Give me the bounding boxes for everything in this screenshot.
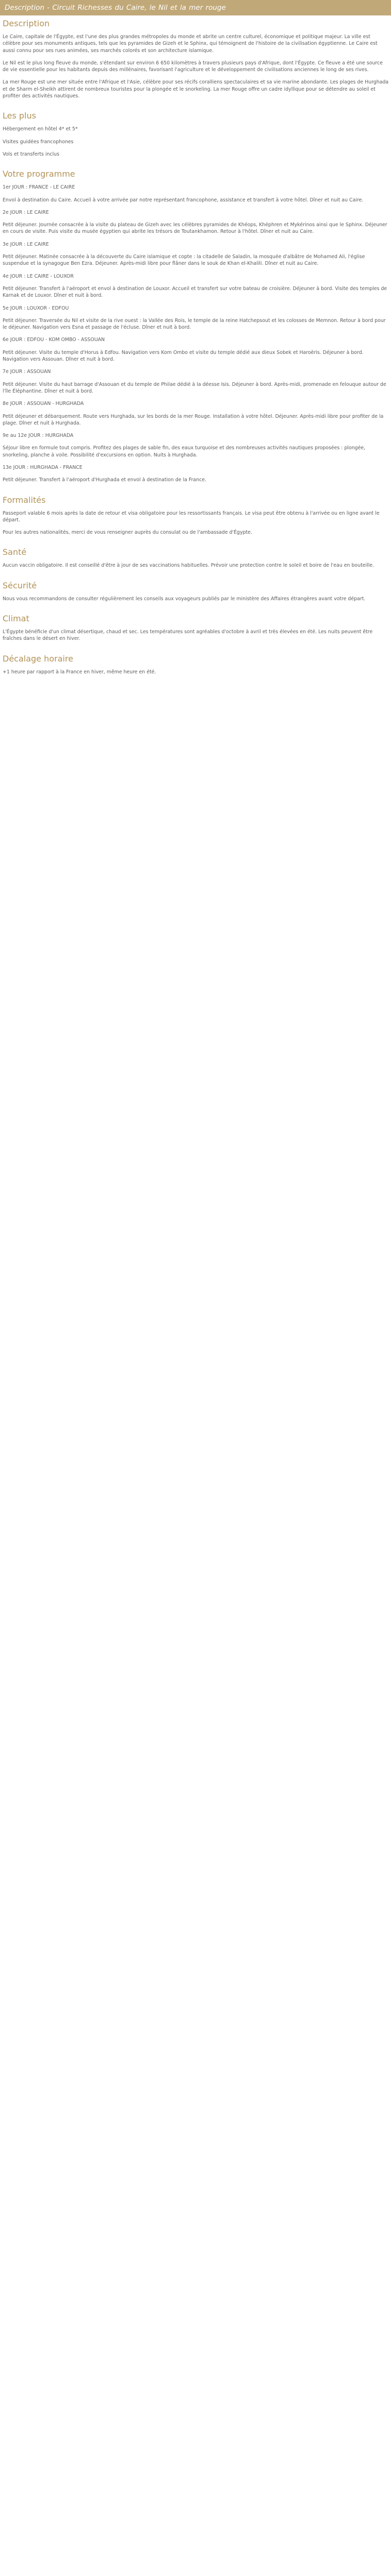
main-content bbox=[0, 19, 391, 675]
section-title-formalites: Formalités bbox=[3, 495, 46, 505]
program-day bbox=[3, 368, 389, 395]
paragraph: +1 heure par rapport à la France en hiver, même heure en été. bbox=[3, 669, 156, 675]
paragraph: L'Égypte bénéficie d'un climat désertique, chaud et sec. Les températures sont agréables d'octobre à avril et très élevées en été. Les nuits peuvent être fraîches dans le désert en hiver. bbox=[3, 629, 373, 642]
program-day-title: 5e JOUR : LOUXOR - EDFOU bbox=[3, 305, 69, 311]
program-day-text: Petit déjeuner. Transfert à l'aéroport d'Hurghada et envol à destination de la France. bbox=[3, 477, 207, 483]
program-day-text: Petit déjeuner. Traversée du Nil et visite de la rive ouest : la Vallée des Rois, le temple de la reine Hatchepsout et les colosses de Memnon. Retour à bord pour le déjeuner. Navigation vers Esna et passage de l'écluse. Dîner et nuit à bord. bbox=[3, 317, 386, 331]
program-day bbox=[3, 241, 389, 267]
program-day-title: 8e JOUR : ASSOUAN - HURGHADA bbox=[3, 401, 84, 407]
section-title-climat: Climat bbox=[3, 614, 29, 624]
program-day-text: Séjour libre en formule tout compris. Profitez des plages de sable fin, des eaux turquoise et des nombreuses activités nautiques proposées : plongée, snorkeling, planche à voile. Possibilité d'excursions en option. Nuits à Hurghada. bbox=[3, 445, 366, 458]
program-day bbox=[3, 464, 389, 484]
paragraph: Nous vous recommandons de consulter régulièrement les conseils aux voyageurs publiés par le ministère des Affaires étrangères avant votre départ. bbox=[3, 596, 366, 602]
program-day-title: 1er JOUR : FRANCE - LE CAIRE bbox=[3, 184, 75, 191]
paragraph: Le Caire, capitale de l'Égypte, est l'une des plus grandes métropoles du monde et abrite un centre culturel, économique et politique majeur. La ville est célèbre pour ses monuments antiques, tels que les pyramides de Gizeh et le Sphinx, qui témoignent de l'histoire de la civilisation égyptienne. Le Caire est aussi connu pour ses rues animées, ses marchés colorés et son architecture islamique. bbox=[3, 34, 378, 54]
program-day-text: Envol à destination du Caire. Accueil à votre arrivée par notre représentant francophone, assistance et transfert à votre hôtel. Dîner et nuit au Caire. bbox=[3, 197, 364, 203]
program-day bbox=[3, 305, 389, 331]
page-title-bar bbox=[0, 0, 391, 15]
program-day-title: 9e au 12e JOUR : HURGHADA bbox=[3, 433, 74, 439]
program-day-text: Petit déjeuner. Journée consacrée à la visite du plateau de Gizeh avec les célèbres pyramides de Khéops, Khéphren et Mykérinos ainsi que le Sphinx. Déjeuner en cours de visite. Puis visite du musée égyptien qui abrite les trésors de Toutankhamon. Retour à l'hôtel. Dîner et nuit au Caire. bbox=[3, 222, 387, 235]
program-day bbox=[3, 184, 389, 204]
section-title-decalage: Décalage horaire bbox=[3, 653, 73, 664]
program-day-title: 4e JOUR : LE CAIRE - LOUXOR bbox=[3, 273, 74, 279]
page-title: Description - Circuit Richesses du Caire, le Nil et la mer rouge bbox=[5, 4, 226, 12]
section-title-programme: Votre programme bbox=[3, 169, 75, 179]
program-day-title: 2e JOUR : LE CAIRE bbox=[3, 209, 49, 215]
section-body-securite bbox=[3, 596, 389, 602]
paragraph: Aucun vaccin obligatoire. Il est conseillé d'être à jour de ses vaccinations habituelles. Prévoir une protection contre le soleil et boire de l'eau en bouteille. bbox=[3, 563, 374, 569]
section-title-sante: Santé bbox=[3, 547, 27, 557]
program-day bbox=[3, 432, 389, 459]
program-day bbox=[3, 400, 389, 427]
program-day-text: Petit déjeuner. Visite du temple d'Horus à Edfou. Navigation vers Kom Ombo et visite du temple dédié aux dieux Sobek et Haroëris. Déjeuner à bord. Navigation vers Assouan. Dîner et nuit à bord. bbox=[3, 349, 364, 363]
paragraph: Pour les autres nationalités, merci de vous renseigner auprès du consulat ou de l'ambassade d'Égypte. bbox=[3, 530, 252, 536]
paragraph: Visites guidées francophones bbox=[3, 139, 74, 145]
program-day-text: Petit déjeuner. Transfert à l'aéroport et envol à destination de Louxor. Accueil et transfert sur votre bateau de croisière. Déjeuner à bord. Visite des temples de Karnak et de Louxor. Dîner et nuit à bord. bbox=[3, 285, 387, 299]
program-day-text: Petit déjeuner et débarquement. Route vers Hurghada, sur les bords de la mer Rouge. Installation à votre hôtel. Déjeuner. Après-midi libre pour profiter de la plage. Dîner et nuit à Hurghada. bbox=[3, 413, 384, 426]
program-day-text: Petit déjeuner. Visite du haut barrage d'Assouan et du temple de Philae dédié à la déesse Isis. Déjeuner à bord. Après-midi, promenade en felouque autour de l'île Éléphantine. Dîner et nuit à bord. bbox=[3, 381, 386, 394]
paragraph: Passeport valable 6 mois après la date de retour et visa obligatoire pour les ressortissants français. Le visa peut être obtenu à l'arrivée ou en ligne avant le départ. bbox=[3, 510, 380, 523]
section-body-decalage bbox=[3, 669, 389, 675]
section-title-description: Description bbox=[3, 19, 50, 28]
paragraph: Le Nil est le plus long fleuve du monde, s'étendant sur environ 6 650 kilomètres à travers plusieurs pays d'Afrique, dont l'Égypte. Ce fleuve a été une source de vie essentielle pour les habitants depuis des millénaires, favorisant l'agriculture et le développement de civilisations anciennes le long de ses rives. bbox=[3, 60, 383, 73]
section-body-prix bbox=[3, 126, 389, 158]
section-body-formalites bbox=[3, 510, 389, 536]
program-day-title: 3e JOUR : LE CAIRE bbox=[3, 241, 49, 247]
section-title-prix: Les plus bbox=[3, 111, 36, 121]
program-day bbox=[3, 336, 389, 363]
paragraph: Vols et transferts inclus bbox=[3, 151, 60, 157]
program-day bbox=[3, 273, 389, 299]
section-body-programme bbox=[3, 184, 389, 483]
section-body-sante bbox=[3, 562, 389, 569]
paragraph: Hébergement en hôtel 4* et 5* bbox=[3, 126, 78, 132]
section-title-securite: Sécurité bbox=[3, 580, 37, 590]
section-body-description bbox=[3, 33, 389, 99]
page bbox=[0, 0, 391, 702]
program-day bbox=[3, 209, 389, 235]
program-day-text: Petit déjeuner. Matinée consacrée à la découverte du Caire islamique et copte : la citadelle de Saladin, la mosquée d'albâtre de Mohamed Ali, l'église suspendue et la synagogue Ben Ezra. Déjeuner. Après-midi libre pour flâner dans le souk de Khan el-Khalili. Dîner et nuit au Caire. bbox=[3, 254, 365, 267]
paragraph: La mer Rouge est une mer située entre l'Afrique et l'Asie, célèbre pour ses récifs coralliens spectaculaires et sa vie marine abondante. Les plages de Hurghada et de Sharm el-Sheikh attirent de nombreux touristes pour la plongée et le snorkeling. La mer Rouge offre un cadre idyllique pour se détendre au soleil et profiter des activités nautiques. bbox=[3, 79, 389, 99]
program-day-title: 6e JOUR : EDFOU - KOM OMBO - ASSOUAN bbox=[3, 337, 105, 343]
section-body-climat bbox=[3, 629, 389, 642]
program-day-title: 13e JOUR : HURGHADA - FRANCE bbox=[3, 464, 83, 470]
program-day-title: 7e JOUR : ASSOUAN bbox=[3, 369, 51, 375]
